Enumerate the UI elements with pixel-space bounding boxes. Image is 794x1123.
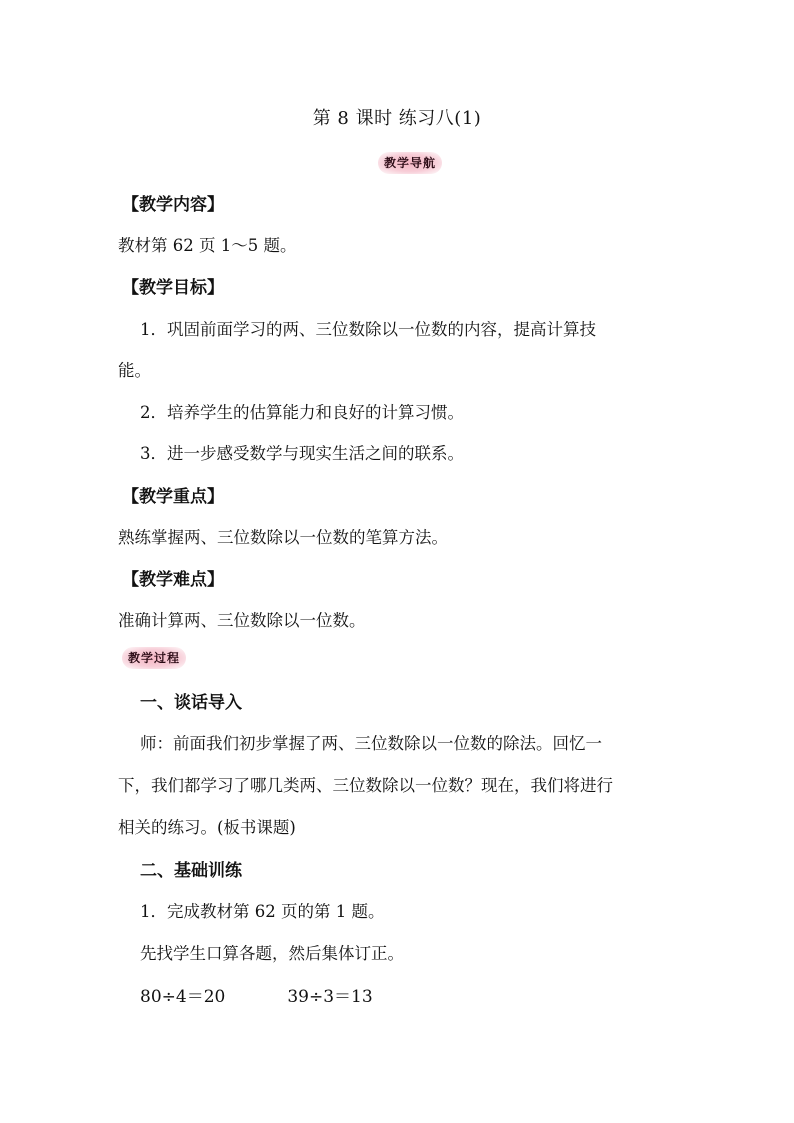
training-note: 先找学生口算各题，然后集体订正。 — [140, 944, 404, 963]
intro-line-2: 下，我们都学习了哪几类两、三位数除以一位数？现在，我们将进行 — [118, 776, 613, 795]
key-point-heading: 【教学重点】 — [122, 487, 224, 507]
training-heading: 二、基础训练 — [140, 861, 242, 881]
goal-item-1-continued: 能。 — [118, 361, 151, 380]
intro-heading: 一、谈话导入 — [140, 693, 242, 713]
content-heading: 【教学内容】 — [122, 195, 224, 215]
goal-item-2: 2．培养学生的估算能力和良好的计算习惯。 — [140, 403, 464, 422]
content-text: 教材第 62 页 1～5 题。 — [118, 236, 297, 255]
goals-heading: 【教学目标】 — [122, 278, 224, 298]
equation-2: 39÷3＝13 — [287, 987, 373, 1007]
intro-line-1: 师：前面我们初步掌握了两、三位数除以一位数的除法。回忆一 — [140, 734, 602, 753]
teaching-navigation-badge: 教学导航 — [378, 152, 442, 174]
equation-row — [140, 982, 373, 1007]
difficulty-heading: 【教学难点】 — [122, 570, 224, 590]
key-point-text: 熟练掌握两、三位数除以一位数的笔算方法。 — [118, 528, 448, 547]
goal-item-1: 1．巩固前面学习的两、三位数除以一位数的内容，提高计算技 — [140, 320, 596, 339]
teaching-process-badge: 教学过程 — [122, 647, 186, 669]
training-item-1: 1．完成教材第 62 页的第 1 题。 — [140, 902, 385, 921]
page-title: 第 8 课时 练习八(1) — [312, 108, 482, 129]
difficulty-text: 准确计算两、三位数除以一位数。 — [118, 611, 366, 630]
intro-line-3: 相关的练习。(板书课题) — [118, 818, 296, 837]
equation-1: 80÷4＝20 — [140, 987, 226, 1007]
goal-item-3: 3．进一步感受数学与现实生活之间的联系。 — [140, 444, 464, 463]
